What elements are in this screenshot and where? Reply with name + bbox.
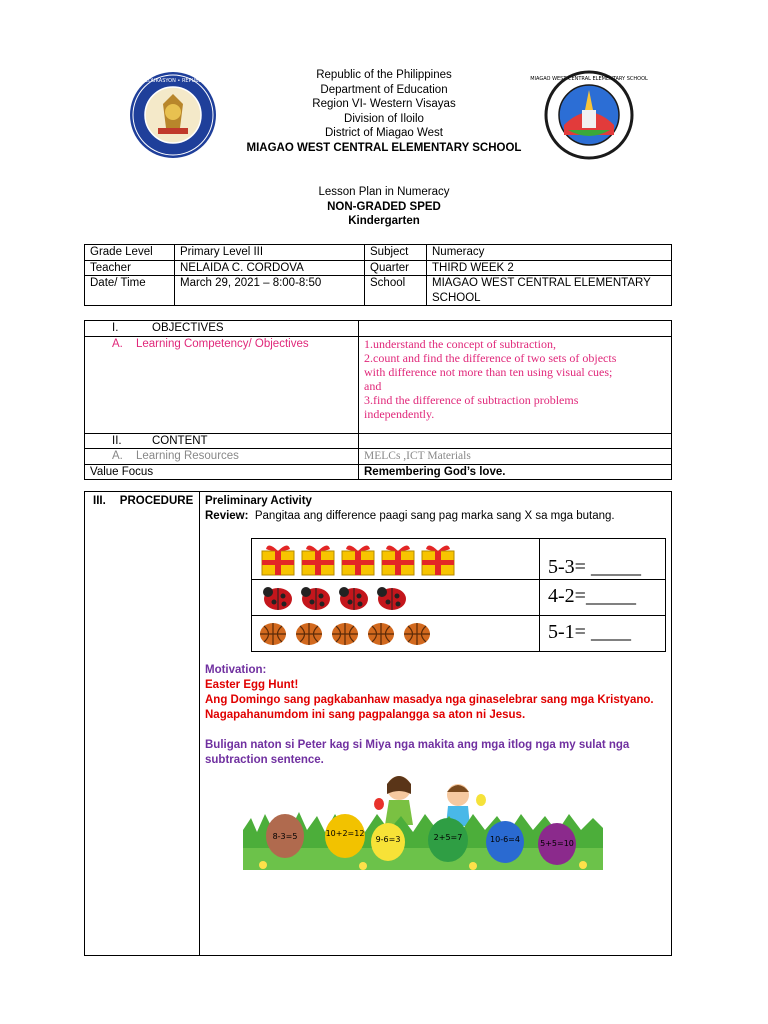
objective-2b: with difference not more than ten using visual cues; bbox=[364, 364, 613, 379]
gift-icon bbox=[382, 545, 414, 575]
basketball-icon bbox=[332, 623, 358, 645]
resources-label: Learning Resources bbox=[136, 450, 239, 462]
objective-1: 1.understand the concept of subtraction, bbox=[364, 336, 556, 351]
school-value-line2: SCHOOL bbox=[432, 291, 481, 304]
equation-3: 5-1= ____ bbox=[548, 621, 631, 643]
school-name: MIAGAO WEST CENTRAL ELEMENTARY SCHOOL bbox=[246, 141, 522, 154]
equation-1: 5-3= _____ bbox=[548, 556, 641, 578]
review-line bbox=[205, 510, 615, 522]
table-row bbox=[85, 433, 672, 449]
purple-line-2: subtraction sentence. bbox=[205, 754, 324, 766]
ladybug-icon bbox=[339, 587, 368, 610]
basketball-icon bbox=[296, 623, 322, 645]
basketball-icon bbox=[368, 623, 394, 645]
ladybug-icon bbox=[377, 587, 406, 610]
egg-label: 5+5=10 bbox=[540, 839, 574, 848]
grid-line bbox=[252, 579, 665, 580]
empty-cell bbox=[359, 321, 672, 337]
ball-row bbox=[260, 621, 440, 647]
resources-cell bbox=[85, 449, 359, 465]
grid-divider bbox=[539, 539, 540, 651]
procedure-num: III. bbox=[93, 495, 106, 507]
procedure-box bbox=[84, 491, 672, 956]
flower-icon bbox=[469, 862, 477, 870]
content-heading bbox=[85, 433, 359, 449]
letterhead-line3: Region VI- Western Visayas bbox=[312, 98, 456, 110]
easter-hunt-title: Easter Egg Hunt! bbox=[205, 679, 299, 691]
easter-egg-illustration bbox=[243, 770, 603, 880]
subject-value: Numeracy bbox=[427, 245, 672, 261]
objectives-table bbox=[84, 320, 672, 480]
procedure-heading bbox=[93, 495, 193, 507]
competency-label: Learning Competency/ Objectives bbox=[136, 337, 309, 350]
red-line-1: Ang Domingo sang pagkabanhaw masadya nga ginaselebrar sang mga Kristyano. bbox=[205, 694, 654, 706]
teacher-value: NELAIDA C. CORDOVA bbox=[175, 260, 365, 276]
school-seal-text: MIAGAO WEST CENTRAL ELEMENTARY SCHOOL bbox=[530, 76, 648, 82]
title-line1: Lesson Plan in Numeracy bbox=[318, 186, 450, 198]
gift-icon bbox=[302, 545, 334, 575]
quarter-label: Quarter bbox=[365, 260, 427, 276]
procedure-label: PROCEDURE bbox=[119, 495, 194, 507]
table-row bbox=[85, 464, 672, 480]
table-row bbox=[85, 276, 672, 306]
subject-label: Subject bbox=[365, 245, 427, 261]
content-title: CONTENT bbox=[152, 434, 208, 447]
basketball-icon bbox=[260, 623, 286, 645]
quarter-value: THIRD WEEK 2 bbox=[427, 260, 672, 276]
letterhead-line2: Department of Education bbox=[320, 83, 448, 96]
table-row bbox=[85, 260, 672, 276]
ladybug-icon bbox=[263, 587, 292, 610]
letterhead-line5: District of Miagao West bbox=[324, 127, 443, 139]
title-line2: NON-GRADED SPED bbox=[327, 200, 441, 213]
equation-2: 4-2=_____ bbox=[548, 585, 636, 607]
table-row bbox=[85, 336, 672, 433]
flower-icon bbox=[359, 862, 367, 870]
table-row bbox=[85, 245, 672, 261]
egg-icon bbox=[476, 794, 486, 806]
document-title bbox=[0, 185, 768, 229]
info-table bbox=[84, 244, 672, 306]
date-value: March 29, 2021 – 8:00-8:50 bbox=[175, 276, 365, 306]
letterhead-line1: Republic of the Philippines bbox=[316, 69, 452, 81]
egg-label: 9-6=3 bbox=[375, 835, 401, 844]
preliminary-label: Preliminary Activity bbox=[205, 495, 312, 507]
procedure-divider bbox=[199, 492, 200, 955]
objectives-num: I. bbox=[112, 322, 119, 334]
review-label: Review: bbox=[205, 510, 249, 522]
resources-value: MELCs ,ICT Materials bbox=[359, 449, 672, 465]
school-label: School bbox=[365, 276, 427, 306]
red-line-2: Nagapahanumdom ini sang pagpalangga sa aton ni Jesus. bbox=[205, 709, 526, 721]
gift-icon bbox=[262, 545, 294, 575]
title-line3: Kindergarten bbox=[348, 215, 420, 227]
flower-icon bbox=[579, 861, 587, 869]
grid-line bbox=[252, 615, 665, 616]
competency-cell bbox=[85, 336, 359, 433]
basketball-icon bbox=[404, 623, 430, 645]
objectives-title: OBJECTIVES bbox=[152, 322, 224, 334]
teacher-label: Teacher bbox=[85, 260, 175, 276]
school-value bbox=[427, 276, 672, 306]
review-grid bbox=[251, 538, 666, 652]
egg-label: 10+2=12 bbox=[325, 829, 365, 838]
empty-cell bbox=[359, 433, 672, 449]
ladybug-icon bbox=[301, 587, 330, 610]
objective-3a: 3.find the difference of subtraction problems bbox=[364, 392, 579, 407]
ladybug-row bbox=[260, 582, 420, 614]
motivation-label: Motivation: bbox=[205, 664, 267, 676]
table-row bbox=[85, 321, 672, 337]
objective-2c: and bbox=[364, 378, 382, 393]
gift-icon bbox=[422, 545, 454, 575]
objectives-heading bbox=[85, 321, 359, 337]
letterhead bbox=[0, 68, 768, 155]
review-text: Pangitaa ang difference paagi sang pag marka sang X sa mga butang. bbox=[254, 510, 615, 522]
content-num: II. bbox=[112, 434, 122, 447]
egg-label: 10-6=4 bbox=[490, 835, 520, 844]
egg-label: 2+5=7 bbox=[433, 833, 463, 842]
table-row bbox=[85, 449, 672, 465]
gift-row bbox=[260, 541, 460, 577]
letterhead-line4: Division of Iloilo bbox=[344, 112, 424, 125]
egg-icon bbox=[374, 798, 384, 810]
competency-letter: A. bbox=[112, 337, 123, 350]
objective-2a: 2.count and find the difference of two sets of objects bbox=[364, 350, 617, 365]
date-label: Date/ Time bbox=[85, 276, 175, 306]
deped-seal-text: KAGAWARAN NG EDUKASYON • REPUBLIKA NG PILIPINAS bbox=[102, 78, 244, 84]
objective-3b: independently. bbox=[364, 406, 435, 421]
value-focus-label: Value Focus bbox=[85, 464, 359, 480]
grade-value: Primary Level III bbox=[175, 245, 365, 261]
gift-icon bbox=[342, 545, 374, 575]
girl-figure bbox=[374, 776, 413, 825]
flower-icon bbox=[259, 861, 267, 869]
purple-line-1: Buligan naton si Peter kag si Miya nga makita ang mga itlog nga my sulat nga bbox=[205, 739, 630, 751]
value-focus-value: Remembering God’s love. bbox=[359, 464, 672, 480]
objectives-list bbox=[359, 336, 672, 433]
resources-letter: A. bbox=[112, 450, 123, 462]
grade-label: Grade Level bbox=[85, 245, 175, 261]
egg-label: 8-3=5 bbox=[272, 832, 298, 841]
school-value-line1: MIAGAO WEST CENTRAL ELEMENTARY bbox=[432, 277, 651, 289]
